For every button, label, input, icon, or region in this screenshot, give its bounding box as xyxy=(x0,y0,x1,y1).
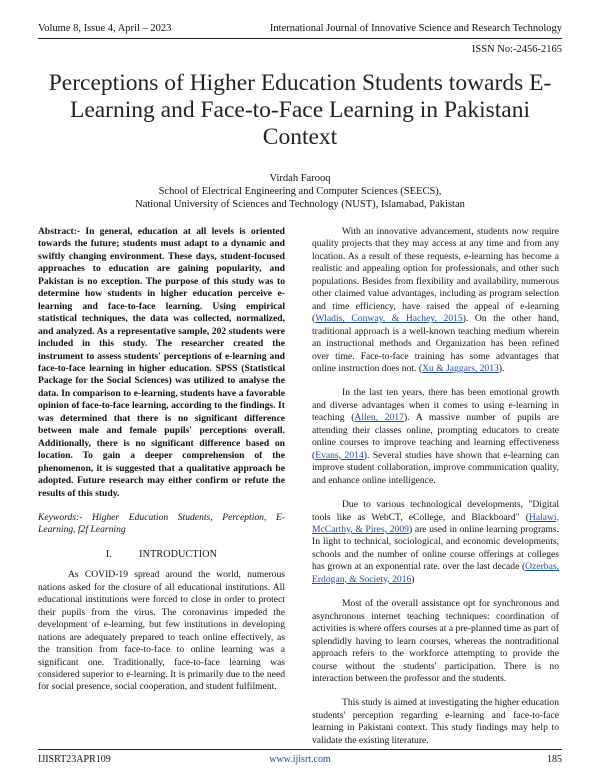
author-name: Virdah Farooq xyxy=(269,173,331,184)
section-title: INTRODUCTION xyxy=(139,548,218,560)
citation-link[interactable]: Ozerbas, Erdogan, & Society, 2016 xyxy=(312,561,559,585)
citation-link[interactable]: Xu & Jaggars, 2013 xyxy=(422,362,499,374)
footer-rule xyxy=(38,749,562,750)
paragraph-text: ) xyxy=(411,573,415,585)
author-affiliation-2: National University of Sciences and Technology (NUST), Islamabad, Pakistan xyxy=(135,199,465,210)
abstract: Abstract:- In general, education at all levels is oriented towards the future; students must adapt to a dynamic and swiftly changing environment. These days, student-focused approaches to education are gaining popularity, and Pakistan is no exception. The purpose of this study was to determine how students in higher education perceive e-learning and face-to-face learning. Using empirical statistical techniques, the data was collected, normalized, and analyzed. As a representative sample, 202 students were included in this study. The researcher created the instrument to assess students' perceptions of e-learning and face-to-face learning in higher education. SPSS (Statistical Package for the Social Sciences) was utilized to analyse the data. In comparison to e-learning, students have a favorable opinion of face-to-face learning, according to the findings. It was determined that there is no significant difference between male and female pupils' perceptions overall. Additionally, there is no significant difference based on location. To gain a deeper comprehension of the phenomenon, it is suggested that a qualitative approach be adopted. Future research may either confirm or refute the results of this study. xyxy=(38,226,285,499)
paragraph-text: ). xyxy=(498,362,505,374)
author-affiliation-1: School of Electrical Engineering and Computer Sciences (SEECS), xyxy=(158,186,442,197)
paper-title: Perceptions of Higher Education Students towards E-Learning and Face-to-Face Learning in Pakistani Context xyxy=(48,70,552,150)
citation-link[interactable]: Evans, 2014 xyxy=(315,449,364,461)
paragraph-study-aim: This study is aimed at investigating the higher education students' perception regarding e-learning and face-to-face learning in Pakistani context. This study findings may help to validate the existing literature. xyxy=(312,697,559,746)
section-heading-introduction xyxy=(38,549,285,561)
paragraph-text: Due to various technological developments, "Digital tools like as WebCT, eCollege, and Blackboard" ( xyxy=(312,499,559,523)
header-rule xyxy=(38,38,562,39)
left-column xyxy=(38,226,285,706)
paper-id: IJISRT23APR109 xyxy=(38,754,111,765)
intro-paragraph-1: As COVID-19 spread around the world, numerous nations asked for the closure of all educational institutions. All educational institutions were forced to close in order to protect their pupils from the virus. The coronavirus impeded the development of e-learning, but few institutions in developing nations are adequately prepared to teach online effectively, as the transition from face-to-face to online learning was a significant one. Traditionally, face-to-face learning was considered superior to e-learning. It is primarily due to the need for social presence, social cooperation, and student fulfilment. xyxy=(38,569,285,693)
paragraph-text: ). Several studies have shown that e-learning can improve student collaboration, improve communication quality, and enhance online intelligence. xyxy=(312,449,560,486)
right-column xyxy=(312,226,559,759)
keywords: Keywords:- Higher Education Students, Perception, E-Learning, f2f Learning xyxy=(38,511,285,536)
paragraph-text: In the last ten years, there has been emotional growth and diverse advantages when it comes to using e-learning in teaching ( xyxy=(312,387,559,424)
journal-volume: Volume 8, Issue 4, April – 2023 xyxy=(38,23,172,34)
citation-link[interactable]: Allen, 2017 xyxy=(354,412,404,424)
citation-link[interactable]: Halawi, McCarthy, & Pires, 2009 xyxy=(312,511,559,535)
paragraph-text: ). On the other hand, traditional approach is a well-known teaching medium wherein an instructional methods and Organization has been refined over time. Face-to-face training has some advantages that online instruction does not. ( xyxy=(312,313,559,374)
section-number: I. xyxy=(105,548,113,560)
citation-link[interactable]: Wladis, Conway, & Hachey, 2015 xyxy=(315,313,463,325)
journal-website-link[interactable]: www.ijisrt.com xyxy=(269,754,331,765)
paragraph-text: ) are used in online learning programs. In light to technical, sociological, and economic developments, schools and the number of online course offerings at colleges has grown at an exponential rate. over the last decade ( xyxy=(312,523,560,573)
paragraph-elearning-appeal xyxy=(312,226,559,375)
paragraph-text: ). A massive number of pupils are attending their classes online, prompting educators to create online courses to improve teaching and learning effectiveness ( xyxy=(312,412,559,461)
page-number: 185 xyxy=(547,754,562,765)
paragraph-growth xyxy=(312,387,559,487)
author-block xyxy=(40,172,560,211)
paragraph-digital-tools xyxy=(312,499,559,586)
journal-issn: ISSN No:-2456-2165 xyxy=(471,44,562,55)
paragraph-sync-async: Most of the overall assistance opt for synchronous and asynchronous internet teaching techniques: coordination of activities is where offers courses at a pre-planned time as part of splendidly having to learn courses, whereas the nontraditional approach refers to the workforce attempting to provide the course without the students' participation. There is no interaction between the professor and the students. xyxy=(312,598,559,684)
paragraph-text: With an innovative advancement, students now require quality projects that they may access at any time and from any location. As a result of these requests, e-learning has become a realistic and appealing option for professionals, and other such populations. Besides from flexibility and availability, numerous other claimed value advantages, including as program selection and time efficiency, have raised the appeal of e-learning ( xyxy=(312,226,559,325)
journal-name: International Journal of Innovative Science and Research Technology xyxy=(269,23,562,34)
